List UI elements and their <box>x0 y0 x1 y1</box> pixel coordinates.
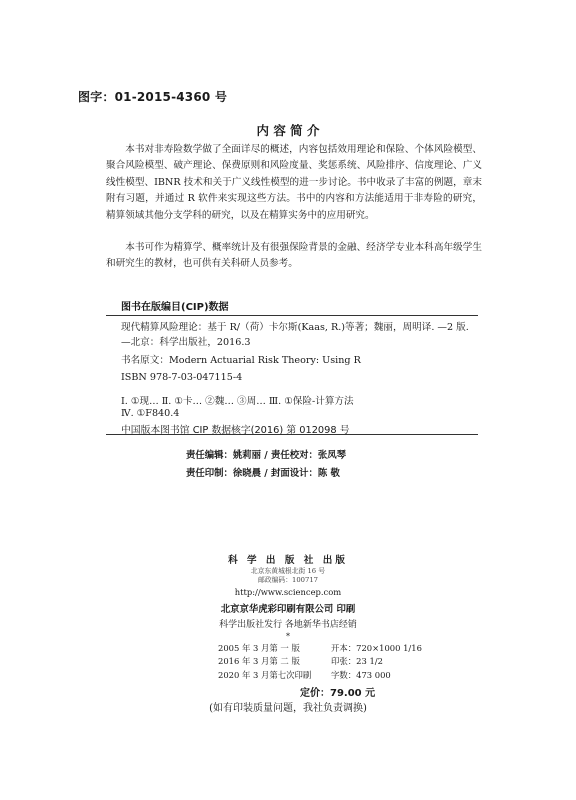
registration-number: 图字：01-2015-4360 号 <box>78 90 228 104</box>
summary-paragraph-1: 本书对非寿险数学做了全面详尽的概述，内容包括效用理论和保险、个体风险模型、聚合风险模型、破产理论、保费原则和风险度量、奖惩系统、风险排序、信度理论、广义线性模型、IBNR 技术和关于广义线性模型的进一步讨论。书中收录了丰富的例题，章末附有习题，并通过 R 软件来实现这些方法。书中的内容和方法能适用于非寿险的研究，精算领域其他分支学科的研究，以及在精算实务中的应用研究。 <box>106 144 482 221</box>
cip-isbn: ISBN 978-7-03-047115-4 <box>121 372 243 383</box>
cip-main-entry: 现代精算风险理论：基于 R/（荷）卡尔斯(Kaas, R.)等著；魏丽，周明译. —2 版. —北京：科学出版社，2016.3 <box>121 322 469 348</box>
format-size: 开本：720×1000 1/16 <box>331 643 422 653</box>
quality-notice: (如有印装质量问题，我社负责调换) <box>209 703 367 714</box>
editor-credits: 责任编辑：姚莉丽 / 责任校对：张凤琴 <box>186 450 346 461</box>
cip-bottom-rule <box>106 434 478 435</box>
word-count: 字数：473 000 <box>331 670 391 680</box>
distribution: 科学出版社发行 各地新华书店经销 <box>219 620 357 630</box>
separator-star: * <box>286 632 290 641</box>
cip-classification-2: Ⅳ. ①F840.4 <box>121 408 180 419</box>
price: 定价：79.00 元 <box>300 688 376 699</box>
publisher-address: 北京东黄城根北街 16 号 <box>250 567 326 575</box>
publisher-zip: 邮政编码：100717 <box>258 576 318 584</box>
edition-first: 2005 年 3 月第 一 版 <box>218 643 300 653</box>
publisher-name: 科 学 出 版 社 出版 <box>228 555 348 566</box>
cip-classification-1: Ⅰ. ①现… Ⅱ. ①卡… ②魏… ③周… Ⅲ. ①保险-计算方法 <box>121 396 354 407</box>
cip-number: 中国版本图书馆 CIP 数据核字(2016) 第 012098 号 <box>121 425 350 436</box>
summary-paragraph-2: 本书可作为精算学、概率统计及有很强保险背景的金融、经济学专业本科高年级学生和研究生的教材，也可供有关科研人员参考。 <box>106 242 482 270</box>
summary-title: 内 容 简 介 <box>256 123 320 138</box>
production-credits: 责任印制：徐晓晨 / 封面设计：陈 敬 <box>186 468 340 479</box>
cip-original-title: 书名原文：Modern Actuarial Risk Theory: Using R <box>121 355 361 366</box>
printing-seventh: 2020 年 3 月第七次印刷 <box>218 670 312 680</box>
sheet-count: 印张：23 1/2 <box>331 656 383 666</box>
edition-second: 2016 年 3 月第 二 版 <box>218 656 300 666</box>
printer: 北京京华虎彩印刷有限公司 印刷 <box>220 604 356 615</box>
cip-top-rule <box>106 315 478 316</box>
publisher-url: http://www.sciencep.com <box>234 587 342 597</box>
cip-title: 图书在版编目(CIP)数据 <box>121 302 229 313</box>
